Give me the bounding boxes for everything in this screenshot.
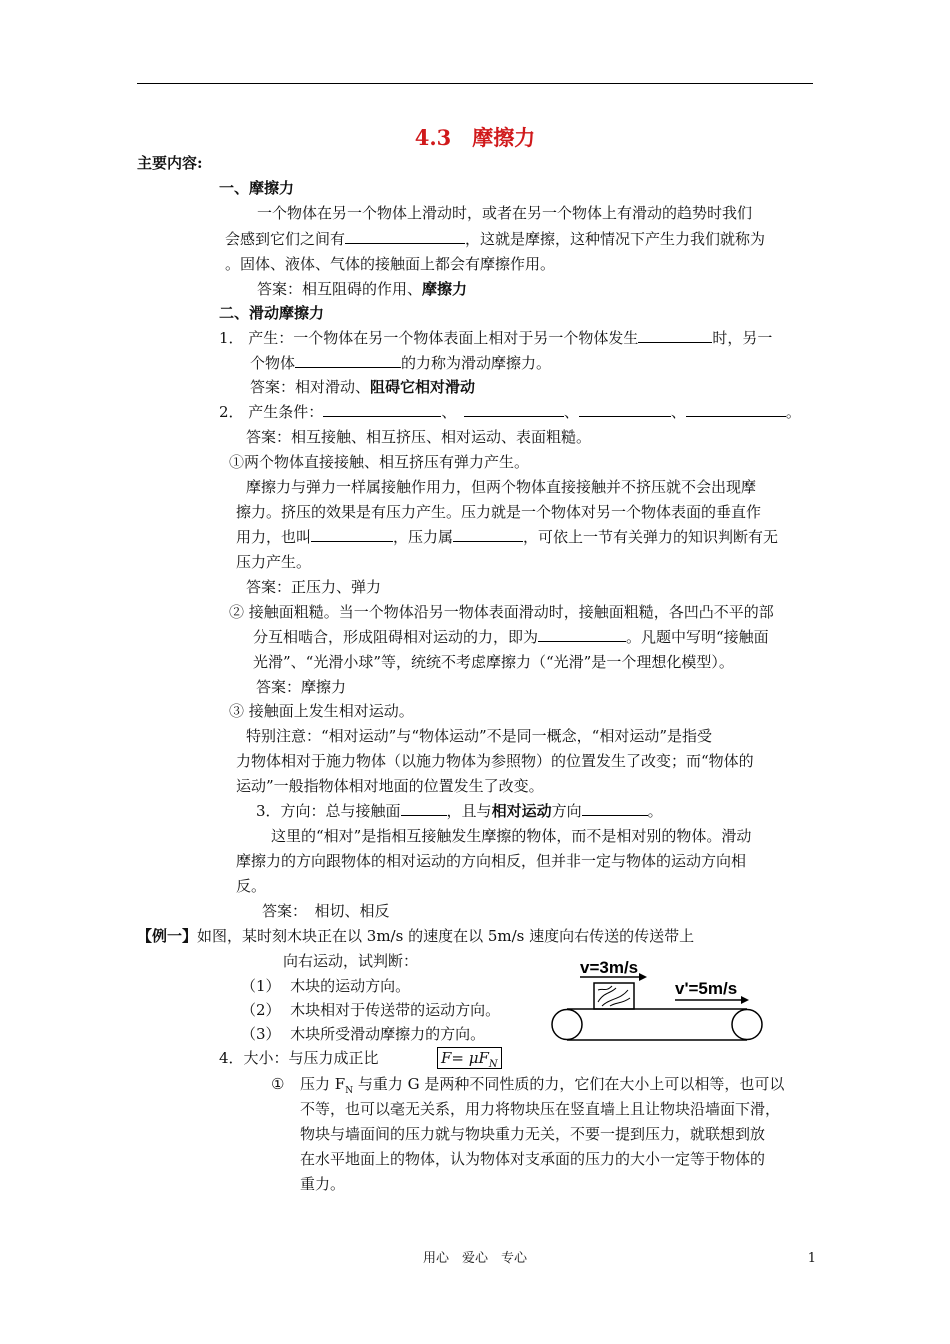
condition2-line2	[253, 626, 769, 648]
example-text1: 如图，某时刻木块正在以 3m/s 的速度在以 5m/s 速度向右传送的传送带上	[197, 927, 695, 945]
s2-item1-text-a: 1． 产生：一个物体在另一个物体表面上相对于另一个物体发生	[219, 329, 639, 347]
c1-text-b: ，压力属	[393, 528, 454, 546]
s1-line2	[225, 228, 765, 250]
q-number: （2）	[241, 1001, 281, 1019]
c1-text-a: 用力，也叫	[236, 528, 312, 546]
s1-answer	[257, 278, 467, 300]
right-roller	[732, 1010, 762, 1040]
size-para-line5: 重力。	[300, 1175, 346, 1193]
condition3: ③ 接触面上发生相对运动。	[229, 702, 414, 720]
section1-heading: 一、摩擦力	[219, 179, 295, 197]
fill-blank	[538, 626, 626, 642]
s1-line2-text-a: 会感到它们之间有	[225, 230, 346, 248]
i3-text-bold: 相对运动	[491, 802, 552, 820]
example-line1	[137, 925, 694, 947]
c1-para-line3	[236, 526, 778, 548]
friction-formula	[437, 1047, 502, 1069]
fill-blank	[638, 327, 712, 343]
direction-para-line3: 反。	[236, 877, 267, 895]
i3-text-e: 。	[647, 802, 663, 820]
size-para-line2: 不等，也可以毫无关系，用力将物块压在竖直墙上且让物块沿墙面下滑，	[300, 1100, 781, 1118]
page-title: 4.3 摩擦力	[414, 125, 536, 150]
q-text: 木块相对于传送带的运动方向。	[290, 1001, 501, 1019]
size-p1-b: 与重力 G 是两种不同性质的力，它们在大小上可以相等，也可以	[353, 1075, 785, 1093]
c1-para-line4: 压力产生。	[236, 553, 312, 571]
s2-item1-line1	[219, 327, 772, 349]
q-text: 木块的运动方向。	[290, 977, 411, 995]
i3-text-d: 方向	[551, 802, 582, 820]
s2-item1-line2	[250, 352, 551, 374]
condition2-line1: ② 接触面粗糙。当一个物体沿另一物体表面滑动时，接触面粗糙，各凹凸不平的部	[229, 603, 774, 621]
fill-blank	[401, 800, 447, 816]
s2-answer1-bold: 阻碍它相对滑动	[370, 378, 476, 396]
note-line1: 特别注意：“相对运动”与“物体运动”不是同一概念，“相对运动”是指受	[246, 727, 713, 745]
fill-blank	[295, 352, 401, 368]
c1-para-line2: 擦力。挤压的效果是有压力产生。压力就是一个物体对另一个物体表面的垂直作	[236, 503, 762, 521]
belt-velocity-label: v'=5m/s	[675, 979, 738, 998]
fill-blank	[464, 401, 564, 417]
s2-answer3: 答案：正压力、弹力	[246, 578, 382, 596]
s2-item1-text-c: 个物体	[250, 354, 296, 372]
direction-para-line2: 摩擦力的方向跟物体的相对运动的方向相反，但并非一定与物体的运动方向相	[236, 852, 747, 870]
size-marker: ①	[271, 1075, 285, 1093]
section2-heading: 二、滑动摩擦力	[219, 304, 325, 322]
question3	[241, 1023, 485, 1045]
end: 。	[785, 403, 801, 421]
wooden-block	[594, 983, 634, 1009]
fill-blank	[582, 800, 648, 816]
s2-item2	[219, 401, 801, 423]
formula-text: F= μF	[441, 1049, 489, 1067]
note-line2: 力物体相对于施力物体（以施力物体为参照物）的位置发生了改变；而“物体的	[236, 752, 754, 770]
i3-text-a: 3．方向：总与接触面	[256, 802, 401, 820]
s1-answer-bold: 摩擦力	[422, 280, 468, 298]
size-p1-a: 压力 F	[300, 1075, 346, 1093]
size-heading: 4．大小：与压力成正比	[219, 1049, 379, 1067]
s2-answer5: 答案： 相切、相反	[262, 902, 390, 920]
fill-blank	[323, 401, 441, 417]
fill-blank	[345, 228, 465, 244]
sep: 、	[441, 403, 449, 421]
fill-blank	[311, 526, 393, 542]
s2-item1-text-d: 的力称为滑动摩擦力。	[401, 354, 552, 372]
fill-blank	[686, 401, 786, 417]
left-roller	[552, 1010, 582, 1040]
i3-text-b: ，且与	[446, 802, 492, 820]
conveyor-belt-figure	[550, 952, 770, 1046]
block-velocity-arrowhead	[639, 973, 647, 981]
s1-line2-text-b: ，这就是摩擦，这种情况下产生力我们就称为	[465, 230, 766, 248]
fill-blank	[453, 526, 523, 542]
q-number: （3）	[241, 1025, 281, 1043]
direction-para-line1: 这里的“相对”是指相互接触发生摩擦的物体，而不是相对别的物体。滑动	[271, 827, 752, 845]
question1	[241, 975, 410, 997]
footer-text: 用心 爱心 专心	[422, 1251, 527, 1266]
s1-line1: 一个物体在另一个物体上滑动时，或者在另一个物体上有滑动的趋势时我们	[257, 204, 753, 222]
c1-text-c: ，可依上一节有关弹力的知识判断有无	[523, 528, 779, 546]
s2-answer1-text: 答案：相对滑动、	[250, 378, 371, 396]
c2-text-c: 。凡题中写明“接触面	[626, 628, 769, 646]
q-text: 木块所受滑动摩擦力的方向。	[290, 1025, 486, 1043]
example-label: 【例一】	[137, 927, 198, 945]
formula-subscript: N	[488, 1059, 498, 1070]
conveyor-belt	[552, 1009, 762, 1040]
fill-blank	[579, 401, 671, 417]
c1-para-line1: 摩擦力与弹力一样属接触作用力，但两个物体直接接触并不挤压就不会出现摩	[246, 478, 757, 496]
s2-answer1	[250, 376, 475, 398]
sep: 、	[670, 403, 686, 421]
belt-velocity-arrowhead	[741, 996, 749, 1004]
q-number: （1）	[241, 977, 281, 995]
example-line2: 向右运动，试判断：	[283, 952, 419, 970]
condition1: ①两个物体直接接触、相互挤压有弹力产生。	[229, 453, 530, 471]
c2-text-b: 分互相啮合，形成阻碍相对运动的力，即为	[253, 628, 539, 646]
size-para-line3: 物块与墙面间的压力就与物块重力无关，不要一提到压力，就联想到放	[300, 1125, 766, 1143]
main-content-label: 主要内容:	[137, 154, 203, 172]
size-para-line4: 在水平地面上的物体，认为物体对支承面的压力的大小一定等于物体的	[300, 1150, 766, 1168]
s1-answer-text: 答案：相互阻碍的作用、	[257, 280, 423, 298]
s2-answer2: 答案：相互接触、相互挤压、相对运动、表面粗糙。	[246, 428, 592, 446]
condition2-line3: 光滑”、“光滑小球”等，统统不考虑摩擦力（“光滑”是一个理想化模型）。	[253, 653, 734, 671]
sep: 、	[563, 403, 579, 421]
s1-line3: 。固体、液体、气体的接触面上都会有摩擦作用。	[225, 255, 556, 273]
s2-item2-label: 2． 产生条件：	[219, 403, 324, 421]
question2	[241, 999, 500, 1021]
note-line3: 运动”一般指物体相对地面的位置发生了改变。	[236, 777, 544, 795]
s2-answer4: 答案：摩擦力	[256, 678, 347, 696]
block-velocity-label: v=3m/s	[580, 958, 639, 977]
header-rule	[137, 83, 813, 84]
s2-item3	[256, 800, 663, 822]
page-number: 1	[807, 1251, 816, 1266]
s2-item1-text-b: 时，另一	[712, 329, 773, 347]
fn-subscript: N	[345, 1086, 354, 1096]
